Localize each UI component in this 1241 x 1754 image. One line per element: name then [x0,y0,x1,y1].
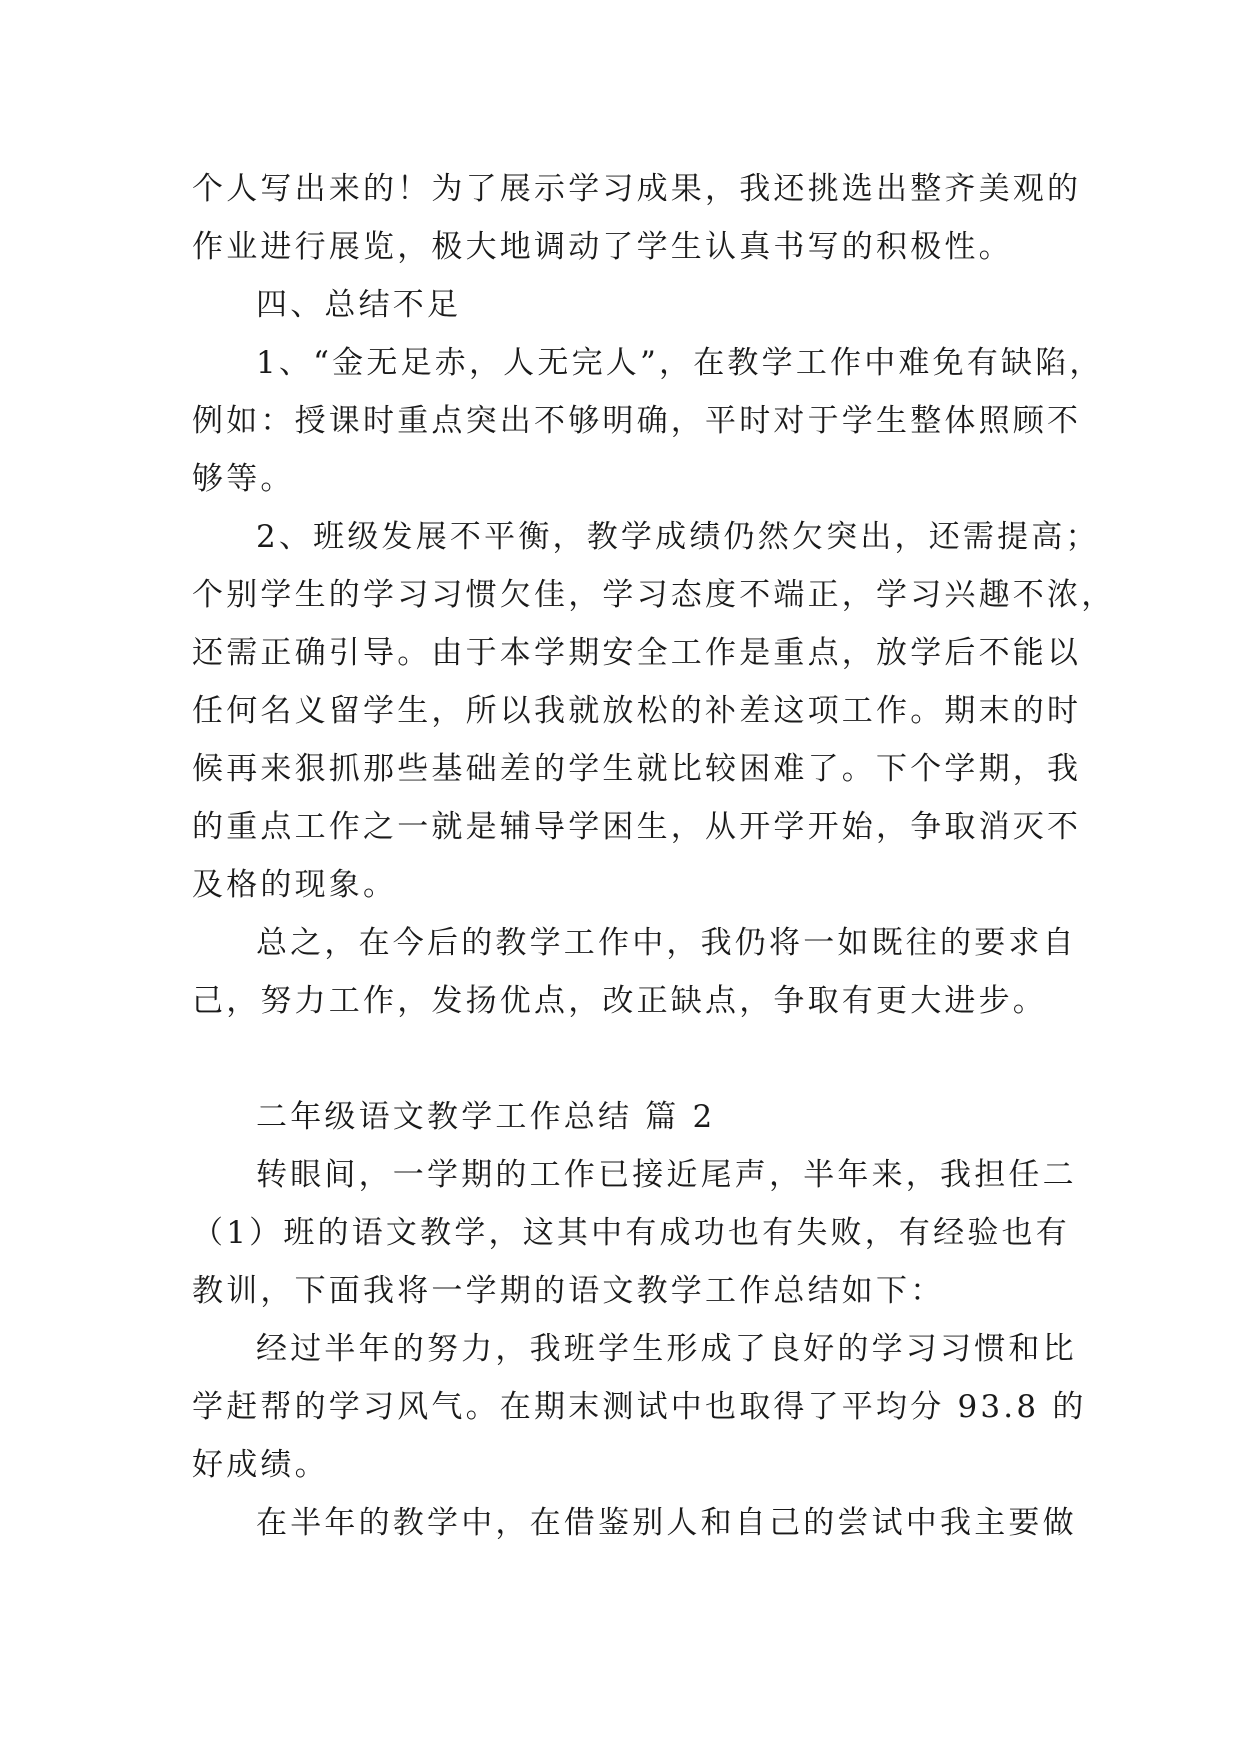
text-line: 及格的现象。 [192,867,398,903]
text-line: 己，努力工作，发扬优点，改正缺点，争取有更大进步。 [192,983,1047,1019]
text-line: 还需正确引导。由于本学期安全工作是重点，放学后不能以 [192,635,1082,671]
text-line: 候再来狠抓那些基础差的学生就比较困难了。下个学期，我 [192,751,1082,787]
text-line: 总之，在今后的教学工作中，我仍将一如既往的要求自 [256,925,1077,961]
text-line: 在半年的教学中，在借鉴别人和自己的尝试中我主要做 [256,1505,1077,1541]
text-line: 经过半年的努力，我班学生形成了良好的学习习惯和比 [256,1331,1077,1367]
text-line: 教训，下面我将一学期的语文教学工作总结如下： [192,1273,945,1309]
text-line: 转眼间，一学期的工作已接近尾声，半年来，我担任二 [256,1157,1077,1193]
section-heading: 四、总结不足 [256,287,462,323]
text-line: 够等。 [192,461,295,497]
text-line: 个别学生的学习习惯欠佳，学习态度不端正，学习兴趣不浓， [192,577,1116,613]
text-line: 好成绩。 [192,1447,329,1483]
text-line: 的重点工作之一就是辅导学困生，从开学开始，争取消灭不 [192,809,1082,845]
text-line: 例如：授课时重点突出不够明确，平时对于学生整体照顾不 [192,403,1082,439]
article-title: 二年级语文教学工作总结 篇 2 [256,1099,716,1135]
document-body [192,160,1116,1552]
text-line: 学赶帮的学习风气。在期末测试中也取得了平均分 93.8 的 [192,1389,1087,1425]
text-line: 1、“金无足赤，人无完人”，在教学工作中难免有缺陷， [256,345,1104,381]
text-line: （1）班的语文教学，这其中有成功也有失败，有经验也有 [192,1215,1070,1251]
text-line: 任何名义留学生，所以我就放松的补差这项工作。期末的时 [192,693,1082,729]
text-line: 作业进行展览，极大地调动了学生认真书写的积极性。 [192,229,1013,265]
text-line: 个人写出来的！为了展示学习成果，我还挑选出整齐美观的 [192,171,1082,207]
blank-line [192,1030,1052,1088]
text-line: 2、班级发展不平衡，教学成绩仍然欠突出，还需提高； [256,519,1100,555]
